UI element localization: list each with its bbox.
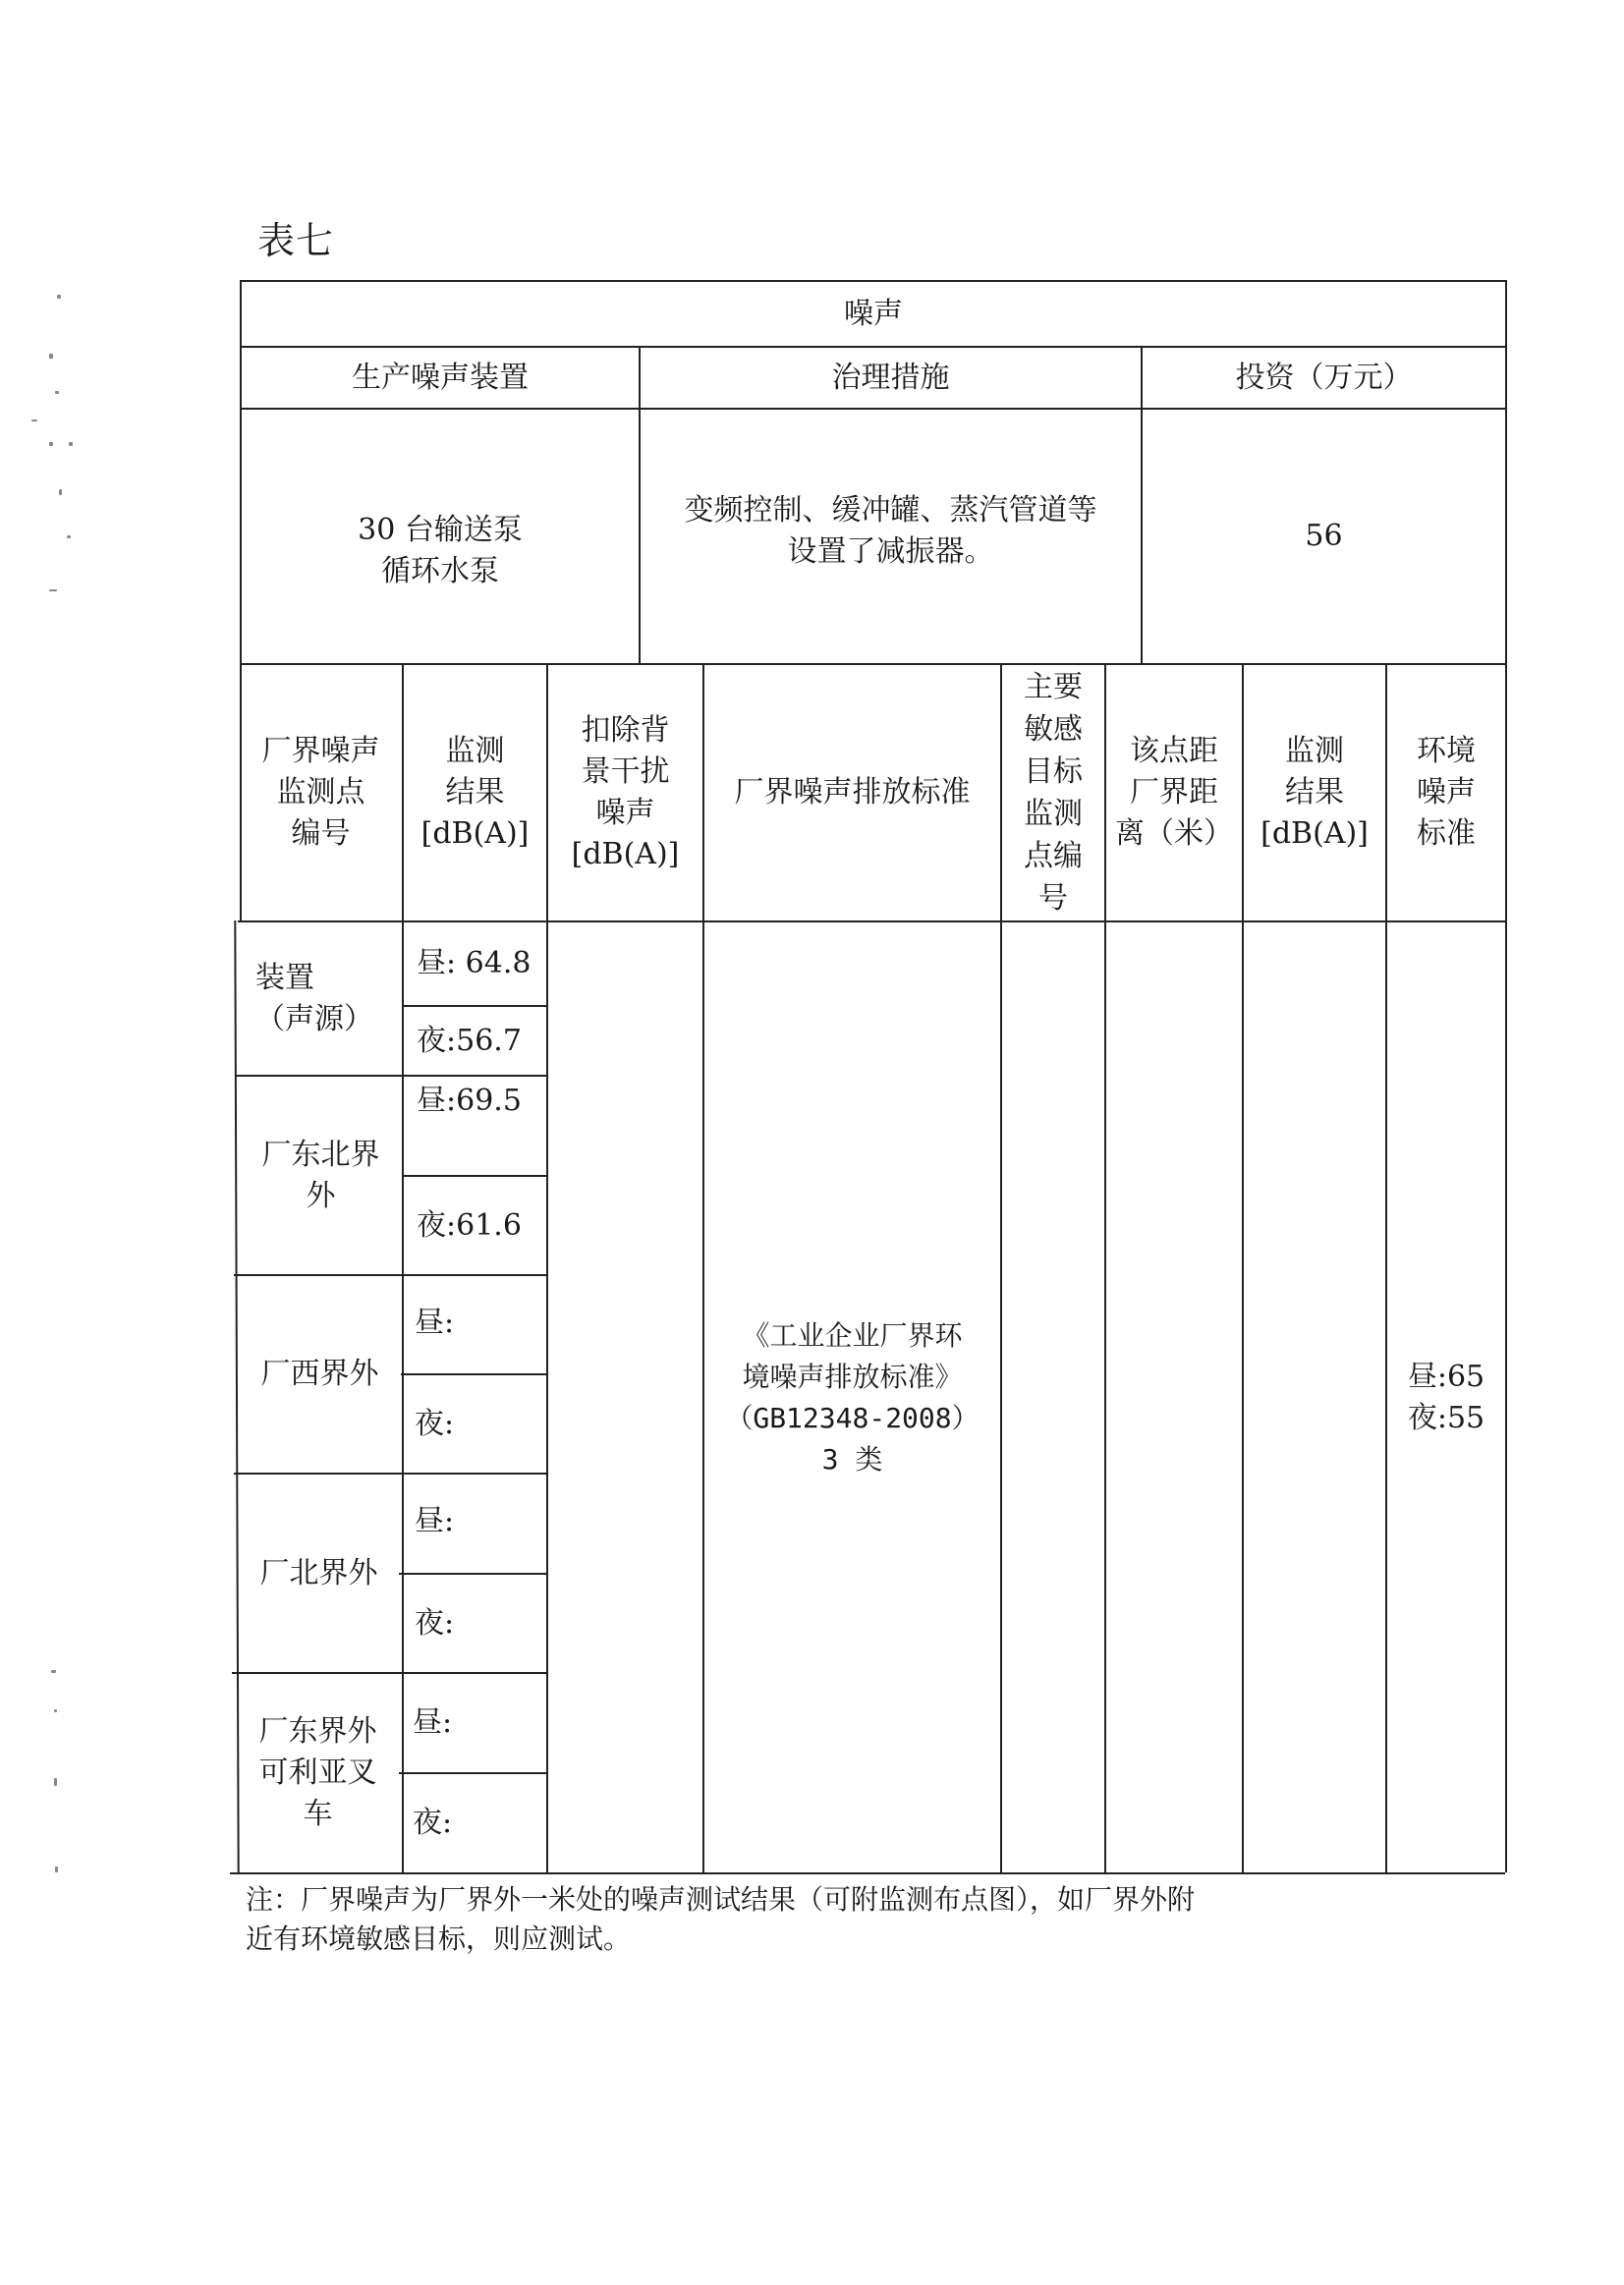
table-border-right [1505,280,1507,1872]
page-title: 表七 [257,219,335,262]
day-value: 昼: [413,1705,453,1740]
header-line: 目标 [1024,754,1083,789]
header-line: 结果 [1285,775,1344,809]
scan-artifact [55,1867,58,1872]
env-standard-cell [1387,922,1505,1872]
day-value: 昼:69.5 [417,1084,522,1118]
header-line: 编号 [291,816,351,851]
night-value: 夜:56.7 [417,1023,522,1058]
monitor-point-cell [240,922,402,1075]
footnote-line: 近有环境敏感目标，则应测试。 [246,1923,632,1955]
header-line: 结果 [445,775,505,809]
day-value: 昼: [415,1504,455,1538]
header-standard: 厂界噪声排放标准 [734,775,971,809]
header-line: 厂界距 [1130,775,1218,809]
device-line: 30 台输送泵 [358,513,523,547]
header-measures: 治理措施 [831,360,950,395]
header-line: 标准 [1417,816,1476,851]
point-line: 厂西界外 [260,1357,379,1391]
standard-line: 《工业企业厂界环 [742,1318,963,1352]
header-env-standard [1387,665,1505,920]
header-line: 离（米） [1115,816,1233,851]
header-line: [dB(A)] [420,816,530,851]
scan-artifact [57,295,61,299]
scan-artifact [54,1709,57,1712]
standard-cell [704,922,1000,1872]
header-line: 监测 [1285,734,1344,768]
header-line: 该点距 [1130,734,1218,768]
point-line: （声源） [255,1001,373,1036]
header-line: 号 [1038,881,1068,916]
header-line: 主要 [1024,670,1083,704]
scan-artifact [49,442,53,446]
header-line: 环境 [1417,734,1476,768]
point-line: 可利亚叉 [258,1756,377,1790]
night-value: 夜: [415,1406,455,1441]
standard-line: （GB12348-2008） [725,1401,980,1434]
measures-cell [641,410,1141,663]
header-line: 监测 [1024,797,1083,831]
header-line: 厂界噪声 [261,734,380,768]
point-line: 厂东北界 [261,1137,380,1172]
scan-artifact [67,535,71,538]
header-background [548,665,702,920]
header-device: 生产噪声装置 [352,360,529,395]
table-border-bottom [230,1872,1505,1874]
scan-artifact [54,1778,57,1786]
header-sensitive-point [1002,665,1104,920]
header-line: 噪声 [595,796,655,830]
scan-artifact [69,442,73,446]
standard-line: 境噪声排放标准》 [742,1360,963,1393]
scan-artifact [31,419,37,421]
day-value: 昼: [415,1306,455,1340]
point-line: 厂北界外 [259,1555,378,1590]
measures-line: 变频控制、缓冲罐、蒸汽管道等 [684,493,1097,528]
header-line: 监测 [445,734,505,768]
header-line: [dB(A)] [571,837,680,871]
footnote [246,1880,1195,1959]
scan-artifact [59,489,62,495]
point-line: 车 [303,1797,333,1831]
header-investment: 投资（万元） [1235,360,1413,395]
monitor-point-cell [236,1475,402,1672]
section-header: 噪声 [844,296,903,331]
night-value: 夜: [415,1605,455,1641]
header-line: 景干扰 [581,754,670,789]
scan-artifact [49,589,57,591]
header-line: 点编 [1024,839,1083,873]
point-line: 厂东界外 [258,1714,377,1749]
header-line: 监测点 [276,775,365,809]
header-line: 敏感 [1024,712,1083,747]
measures-line: 设置了减振器。 [787,534,994,569]
standard-line: 3 类 [821,1442,883,1476]
day-value: 昼: 64.8 [417,946,532,980]
monitor-point-cell [234,1674,402,1872]
header-point-id [240,665,402,920]
header-line: 扣除背 [581,713,670,748]
monitor-point-cell [240,1077,402,1274]
point-line: 装置 [255,960,314,995]
header-distance [1106,665,1242,920]
header-line: 噪声 [1417,775,1476,809]
scan-artifact [49,354,53,359]
scan-artifact [51,1670,56,1673]
header-result [404,665,546,920]
point-line: 外 [306,1178,336,1213]
header-line: [dB(A)] [1260,816,1369,851]
investment-value: 56 [1305,519,1343,553]
night-value: 夜: [413,1806,453,1840]
env-standard-line: 夜:55 [1407,1400,1485,1435]
scan-artifact [55,391,59,394]
night-value: 夜:61.6 [417,1207,522,1243]
device-name-cell [242,410,639,663]
env-standard-line: 昼:65 [1407,1359,1485,1394]
header-sensitive-result [1244,665,1385,920]
device-line: 循环水泵 [381,554,499,588]
footnote-line: 注：厂界噪声为厂界外一米处的噪声测试结果（可附监测布点图），如厂界外附 [246,1883,1196,1916]
monitor-point-cell [238,1276,402,1473]
